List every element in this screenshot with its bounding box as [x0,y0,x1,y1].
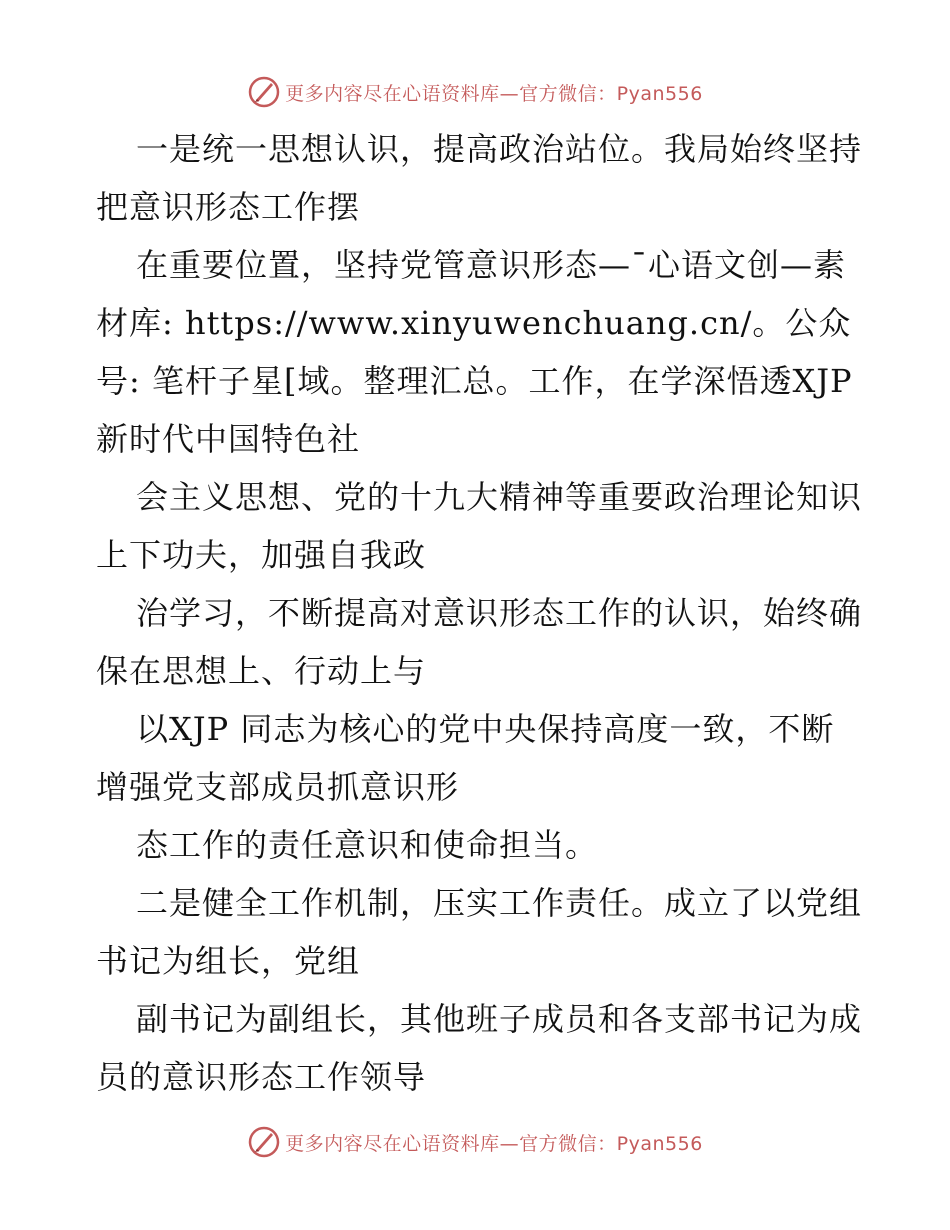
paragraph: 态工作的责任意识和使命担当。 [136,826,599,864]
paragraph: 会主义思想、党的十九大精神等重要政治理论知识上下功夫，加强自我政 [96,478,863,574]
quill-logo-icon [247,75,281,109]
quill-logo-icon [247,1125,281,1159]
paragraph: 副书记为副组长，其他班子成员和各支部书记为成员的意识形态工作领导 [96,1000,863,1096]
header-watermark [0,72,950,112]
watermark-text: 更多内容尽在心语资料库—官方微信：Pyan556 [285,1132,703,1155]
paragraph: 以XJP 同志为核心的党中央保持高度一致，不断增强党支部成员抓意识形 [96,710,835,806]
paragraph: 治学习，不断提高对意识形态工作的认识，始终确保在思想上、行动上与 [96,594,863,690]
document-body [96,120,866,1106]
footer-watermark [0,1122,950,1162]
paragraph: 一是统一思想认识，提高政治站位。我局始终坚持把意识形态工作摆 [96,130,863,226]
watermark-text: 更多内容尽在心语资料库—官方微信：Pyan556 [285,82,703,105]
paragraph: 二是健全工作机制，压实工作责任。成立了以党组书记为组长，党组 [96,884,863,980]
paragraph: 在重要位置，坚持党管意识形态—¯心语文创—素材库: https://www.xinyuwenchuang.cn/。公众号: 笔杆子星[域。整理汇总。工作，在学深悟透XJP 新时代中国特色社 [96,246,853,458]
